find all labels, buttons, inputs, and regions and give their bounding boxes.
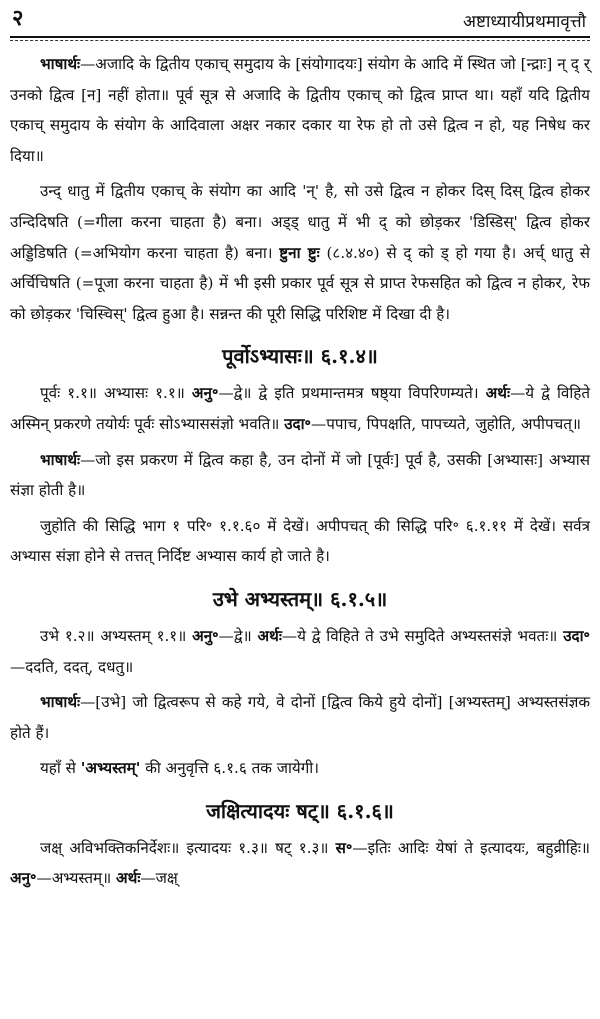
paragraph [10, 833, 590, 894]
paragraph [10, 687, 590, 748]
paragraph [10, 511, 590, 572]
sutra-heading: पूर्वोऽभ्यासः॥ ६.१.४॥ [222, 344, 378, 369]
sutra-heading: उभे अभ्यस्तम्॥ ६.१.५॥ [212, 586, 388, 611]
text-run: (८.४.४०) से द् को ड् हो गया है। अर्च् धातु से अर्चिचिषति (=पूजा करना चाहता है) में भी इसी प्रकार पूर्व सूत्र से प्राप्त रेफसहित को द्वित्व न होकर, रेफ को छोड़कर 'चिस्चिस्' द्वित्व हुआ है। सन्नन्त की पूरी सिद्धि परिशिष्ट में दिखा दी है। [10, 243, 591, 323]
text-run: उन्द् धातु में द्वितीय एकाच् के संयोग का आदि 'न्' है, सो उसे द्वित्व न होकर दिस् दिस् द्वित्व होकर उन्दिदिषति (=गीला करना चाहता है) बना। अड्ड् धातु में भी द् को छोड़कर 'डिस्डिस्' द्वित्व होकर अड्डिडिषति (=अभियोग करना चाहता है) बना। [10, 182, 590, 262]
bold-term: ष्टुना ष्टुः [279, 243, 320, 262]
paragraph [10, 753, 590, 784]
text-run: —द्वे॥ द्वे इति प्रथमान्तमत्र षष्ठ्या विपरिणम्यते। [218, 384, 486, 403]
paragraph [10, 176, 590, 329]
text-run: —अजादि के द्वितीय एकाच् समुदाय के [संयोगादयः] संयोग के आदि में स्थित जो [न्द्राः] न् द् र् उनको द्वित्व [न] नहीं होता॥ पूर्व सूत्र से अजादि के द्वितीय एकाच् को द्वित्व प्राप्त था। यहाँ यदि द्वितीय एकाच् समुदाय के संयोग के आदिवाला अक्षर नकार दकार या रेफ हो तो उसे द्वित्व न हो, यह निषेध कर दिया॥ [10, 55, 590, 165]
bold-term: अर्थः [116, 869, 141, 888]
page-header [10, 4, 590, 32]
text-run: —द्वे॥ [218, 626, 258, 645]
text-run: —ये द्वे विहिते ते उभे समुदिते अभ्यस्तसंज्ञे भवतः॥ [281, 626, 564, 645]
header-rule-dashed [10, 40, 590, 41]
bold-term: उदा॰ [284, 414, 311, 433]
text-run: की अनुवृत्ति ६.१.६ तक जायेगी। [140, 759, 319, 778]
paragraph [10, 378, 590, 439]
text-run: —पपाच, पिपक्षति, पापच्यते, जुहोति, अपीपचत्॥ [311, 414, 582, 433]
text-run: —[उभे] जो द्वित्वरूप से कहे गये, वे दोनों [द्वित्व किये हुये दोनों] [अभ्यस्तम्] अभ्यस्तसंज्ञक होते हैं। [10, 693, 590, 742]
text-run: जुहोति की सिद्धि भाग १ परि॰ १.१.६० में देखें। अपीपचत् की सिद्धि परि॰ ६.१.११ में देखें। सर्वत्र अभ्यास संज्ञा होने से तत्तत् निर्दिष्ट अभ्यास कार्य हो जाते है। [10, 516, 590, 566]
header-rule [10, 36, 590, 38]
sutra-heading: जक्षित्यादयः षट्॥ ६.१.६॥ [206, 798, 394, 823]
bold-term: भाषार्थः [40, 450, 81, 469]
text-run: —जक्ष् [140, 869, 178, 888]
text-run: जक्ष् अविभक्तिकनिर्देशः॥ इत्यादयः १.३॥ षट् १.३॥ [40, 838, 336, 857]
text-run: उभे १.२॥ अभ्यस्तम् १.१॥ [40, 626, 193, 645]
text-run: —इतिः आदिः येषां ते इत्यादयः, बहुव्रीहिः॥ [352, 838, 591, 857]
text-run: —ददति, ददत्, दधतु॥ [10, 657, 134, 676]
bold-term: भाषार्थः [40, 55, 81, 73]
bold-term: उदा॰ [563, 626, 590, 645]
bold-term: अनु॰ [191, 384, 219, 403]
bold-term: अनु॰ [10, 869, 37, 888]
page-body [10, 49, 590, 899]
bold-term: अर्थः [485, 384, 511, 403]
page-number: २ [12, 5, 24, 31]
paragraph [10, 49, 590, 171]
text-run: —अभ्यस्तम्॥ [36, 869, 117, 888]
paragraph [10, 621, 590, 682]
text-run: यहाँ से [40, 759, 81, 778]
bold-term: अनु॰ [192, 626, 219, 645]
text-run: —ये द्वे विहिते अस्मिन् प्रकरणे तयोर्यः पूर्वः सोऽभ्याससंज्ञो भवति॥ [10, 384, 590, 433]
bold-term: अर्थः [257, 626, 282, 645]
text-run: पूर्वः १.१॥ अभ्यासः १.१॥ [40, 384, 192, 403]
bold-term: 'अभ्यस्तम्' [80, 759, 141, 778]
text-run: —जो इस प्रकरण में द्वित्व कहा है, उन दोनों में जो [पूर्वः] पूर्व है, उसकी [अभ्यासः] अभ्यास संज्ञा होती है॥ [10, 450, 590, 500]
running-title: अष्टाध्यायीप्रथमावृत्तौ [463, 12, 586, 32]
paragraph [10, 445, 590, 506]
bold-term: भाषार्थः [40, 693, 81, 712]
bold-term: स॰ [335, 838, 353, 857]
